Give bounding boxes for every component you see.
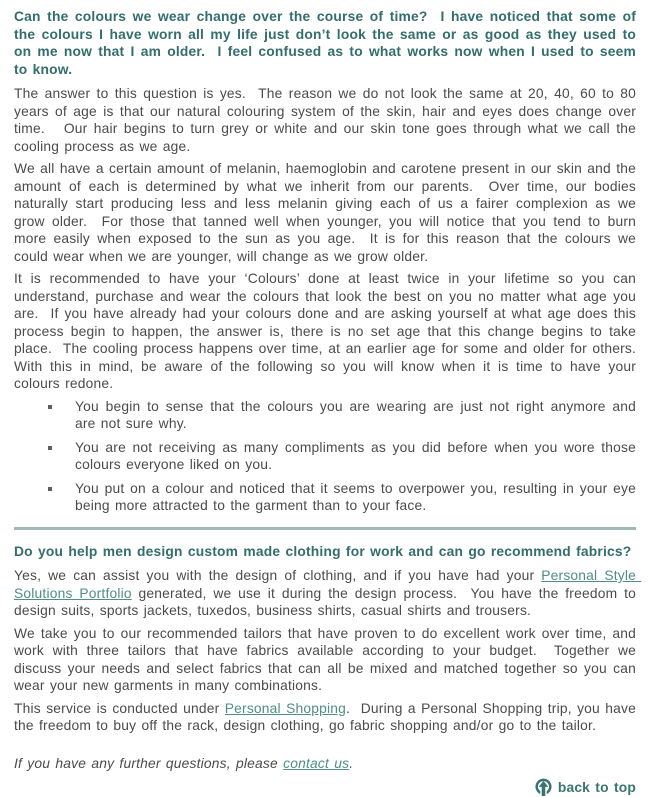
answer-paragraph xyxy=(14,567,642,620)
text-segment: generated, we use it during the design process. You have the freedom to design suits, sports jackets, tuxedos, business shirts, casual shirts and trousers. xyxy=(14,585,642,618)
answer-paragraph: We all have a certain amount of melanin, haemoglobin and carotene present in our skin and the amount of each is determined by what we inherit from our parents. Over time, our bodies naturally start producing less and less melanin giving each of us a fairer complexion as we grow older. For those that tanned well when younger, you will notice that you tend to burn more easily when exposed to the sun as you age. It is for this reason that the colours we could wear when we are younger, will change as we grow older. xyxy=(14,161,642,264)
answer-paragraph xyxy=(14,700,642,735)
square-bullet-icon xyxy=(48,405,52,409)
text-segment: This service is conducted under xyxy=(14,700,225,716)
square-bullet-icon xyxy=(48,487,52,491)
closing-note xyxy=(14,755,636,773)
contact-us-link[interactable]: contact us xyxy=(283,755,350,771)
text-segment: . During a Personal Shopping trip, you have the freedom to buy off the rack, design clothing, go fabric shopping and/or go to the tailor. xyxy=(14,700,642,733)
question-colours-change: Can the colours we wear change over the course of time? I have noticed that some of the colours I have worn all my life just don’t look the same or as good as they used to on me now that I am older. I feel confused as to what works now when I used to seem to know. xyxy=(14,9,642,77)
bullet-text: You are not receiving as many compliments as you did before when you wore those colours everyone liked on you. xyxy=(75,439,636,472)
answer-paragraph: We take you to our recommended tailors that have proven to do excellent work over time, and work with three tailors that have fabrics available according to your budget. Together we discuss your needs and select fabrics that can all be mixed and matched together so you can wear your new garments in many combinations. xyxy=(14,625,642,693)
up-arrow-circle-icon xyxy=(535,778,552,797)
bullet-text: You begin to sense that the colours you are wearing are just not right anymore and are not sure why. xyxy=(75,398,636,431)
text-segment: . xyxy=(349,755,354,771)
personal-style-solutions-portfolio-link[interactable]: Personal Style Solutions Portfolio xyxy=(14,568,642,601)
text-segment: If you have any further questions, please xyxy=(14,755,284,771)
section-divider xyxy=(14,527,636,530)
list-item xyxy=(14,480,636,515)
bullet-text: You put on a colour and noticed that it seems to overpower you, resulting in your eye being more attracted to the garment than to your face. xyxy=(75,480,636,513)
back-to-top-label: back to top xyxy=(557,779,636,795)
bullet-list xyxy=(14,398,636,515)
list-item xyxy=(14,398,636,433)
back-to-top-link[interactable] xyxy=(14,778,636,797)
question-custom-clothing: Do you help men design custom made clothing for work and can go recommend fabrics? xyxy=(14,543,632,559)
square-bullet-icon xyxy=(48,446,52,450)
answer-paragraph: It is recommended to have your ‘Colours’ done at least twice in your lifetime so you can understand, purchase and wear the colours that look the best on you no matter what age you are. If you have already had your colours done and are asking yourself at what age does this process begin to happen, the answer is, there is no set age that this change begins to take place. The cooling process happens over time, at an earlier age for some and older for others. With this in mind, be aware of the following so you will know when it is time to have your colours redone. xyxy=(14,271,647,391)
list-item xyxy=(14,439,636,474)
text-segment: Yes, we can assist you with the design of clothing, and if you have had your xyxy=(14,568,542,583)
personal-shopping-link[interactable]: Personal Shopping xyxy=(224,700,347,716)
answer-paragraph: The answer to this question is yes. The reason we do not look the same at 20, 40, 60 to 80 years of age is that our natural colouring system of the skin, hair and eyes does change over time. Our hair begins to turn grey or white and our skin tone goes through what we call the cooling process as we age. xyxy=(14,86,642,154)
